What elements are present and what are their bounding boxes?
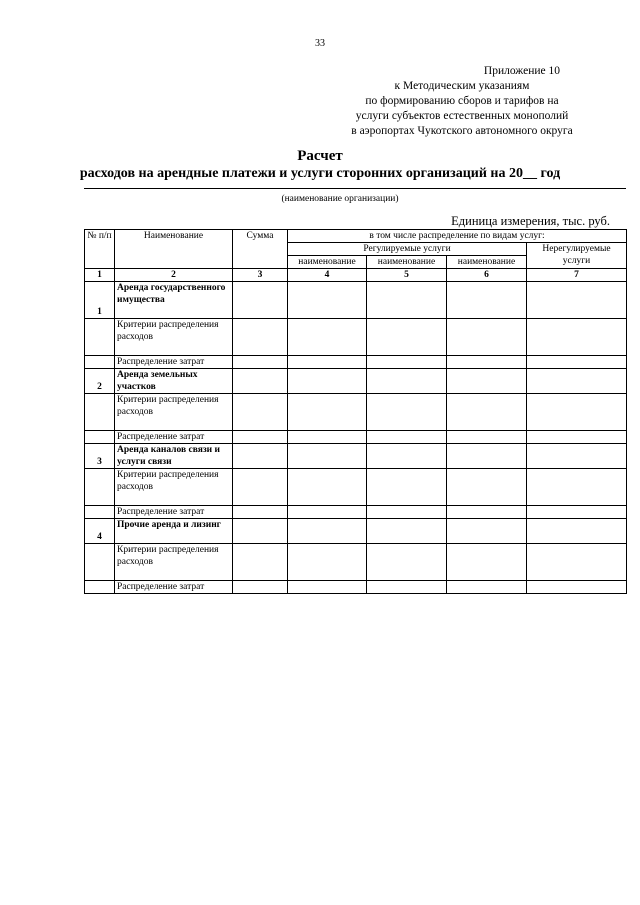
document-title: Расчет	[297, 148, 343, 164]
header-nonregulated: Нерегулируемые услуги	[527, 243, 627, 269]
distribution-label: Распределение затрат	[115, 506, 233, 519]
cell	[527, 544, 627, 581]
table-row	[85, 581, 627, 594]
table-row	[85, 444, 627, 469]
cell	[367, 444, 447, 469]
cell	[447, 394, 527, 431]
cell	[85, 356, 115, 369]
cell	[233, 394, 288, 431]
appendix-line-2: к Методическим указаниям	[394, 80, 530, 92]
cell	[288, 394, 367, 431]
column-numbers-row	[85, 269, 627, 282]
column-number: 4	[288, 269, 367, 282]
cell	[85, 544, 115, 581]
cell	[447, 319, 527, 356]
cell	[527, 282, 627, 319]
cell	[527, 469, 627, 506]
cell	[447, 369, 527, 394]
cell	[233, 356, 288, 369]
organization-caption: (наименование организации)	[281, 194, 399, 204]
header-number: № п/п	[85, 230, 115, 269]
header-sum: Сумма	[233, 230, 288, 269]
expense-item-name: Аренда каналов связи и услуги связи	[115, 444, 233, 469]
cell	[233, 282, 288, 319]
cell	[527, 506, 627, 519]
cell	[233, 581, 288, 594]
appendix-line-1: Приложение 10	[483, 65, 560, 77]
cell	[367, 519, 447, 544]
cell	[233, 469, 288, 506]
expense-item-name: Прочие аренда и лизинг	[115, 519, 233, 544]
cell	[367, 506, 447, 519]
cell	[233, 544, 288, 581]
cell	[233, 319, 288, 356]
cell	[288, 469, 367, 506]
cell	[447, 282, 527, 319]
table-row	[85, 519, 627, 544]
header-distribution: в том числе распределение по видам услуг:	[288, 230, 627, 243]
cell	[85, 469, 115, 506]
appendix-line-3: по формированию сборов и тарифов на	[365, 95, 559, 107]
column-number: 1	[85, 269, 115, 282]
header-name: Наименование	[115, 230, 233, 269]
cell	[447, 469, 527, 506]
cell	[367, 581, 447, 594]
cell	[288, 444, 367, 469]
column-number: 3	[233, 269, 288, 282]
cell	[367, 369, 447, 394]
table-row	[85, 282, 627, 319]
appendix-line-4: услуги субъектов естественных монополий	[355, 110, 569, 122]
cell	[447, 519, 527, 544]
cell	[367, 469, 447, 506]
table-row	[85, 394, 627, 431]
distribution-label: Распределение затрат	[115, 581, 233, 594]
cell	[447, 581, 527, 594]
cell	[527, 581, 627, 594]
column-number: 7	[527, 269, 627, 282]
cell	[233, 444, 288, 469]
header-regulated: Регулируемые услуги	[288, 243, 527, 256]
page-number: 33	[315, 38, 325, 49]
header-service-name-3: наименование	[447, 256, 527, 269]
cell	[288, 581, 367, 594]
distribution-label: Распределение затрат	[115, 431, 233, 444]
table-row	[85, 469, 627, 506]
cell	[447, 544, 527, 581]
cell	[447, 444, 527, 469]
cell	[233, 519, 288, 544]
table-row	[85, 319, 627, 356]
cell	[85, 431, 115, 444]
table-row	[85, 356, 627, 369]
table-row	[85, 431, 627, 444]
expense-item-name: Аренда государственного имущества	[115, 282, 233, 319]
cell	[85, 394, 115, 431]
document-subtitle: расходов на арендные платежи и услуги сторонних организаций на 20__ год	[79, 166, 561, 181]
cell	[288, 506, 367, 519]
cell	[527, 431, 627, 444]
cell	[367, 282, 447, 319]
table-row	[85, 544, 627, 581]
criteria-label: Критерии распределения расходов	[115, 544, 233, 581]
cell	[447, 431, 527, 444]
organization-name-line	[84, 188, 626, 189]
column-number: 2	[115, 269, 233, 282]
cell	[288, 282, 367, 319]
cell	[527, 394, 627, 431]
cell	[288, 519, 367, 544]
column-number: 5	[367, 269, 447, 282]
cell	[527, 369, 627, 394]
cell	[233, 369, 288, 394]
cell	[85, 319, 115, 356]
cell	[233, 506, 288, 519]
column-number: 6	[447, 269, 527, 282]
cell	[288, 431, 367, 444]
cell	[367, 319, 447, 356]
cell	[367, 394, 447, 431]
cell	[447, 506, 527, 519]
distribution-label: Распределение затрат	[115, 356, 233, 369]
cell	[527, 444, 627, 469]
cell	[288, 356, 367, 369]
header-service-name-1: наименование	[288, 256, 367, 269]
cell	[233, 431, 288, 444]
cell	[85, 506, 115, 519]
criteria-label: Критерии распределения расходов	[115, 319, 233, 356]
cell	[447, 356, 527, 369]
cell	[85, 581, 115, 594]
appendix-note	[312, 64, 612, 139]
table-row	[85, 506, 627, 519]
cell	[367, 544, 447, 581]
row-number: 3	[85, 444, 115, 469]
header-service-name-2: наименование	[367, 256, 447, 269]
cell	[288, 319, 367, 356]
unit-of-measure: Единица измерения, тыс. руб.	[451, 214, 610, 228]
expense-table	[84, 229, 627, 594]
cell	[527, 356, 627, 369]
table-row	[85, 369, 627, 394]
appendix-line-5: в аэропортах Чукотского автономного округа	[351, 125, 573, 137]
cell	[367, 431, 447, 444]
cell	[367, 356, 447, 369]
cell	[288, 544, 367, 581]
cell	[288, 369, 367, 394]
criteria-label: Критерии распределения расходов	[115, 469, 233, 506]
cell	[527, 319, 627, 356]
row-number: 2	[85, 369, 115, 394]
row-number: 4	[85, 519, 115, 544]
expense-item-name: Аренда земельных участков	[115, 369, 233, 394]
row-number: 1	[85, 282, 115, 319]
criteria-label: Критерии распределения расходов	[115, 394, 233, 431]
cell	[527, 519, 627, 544]
